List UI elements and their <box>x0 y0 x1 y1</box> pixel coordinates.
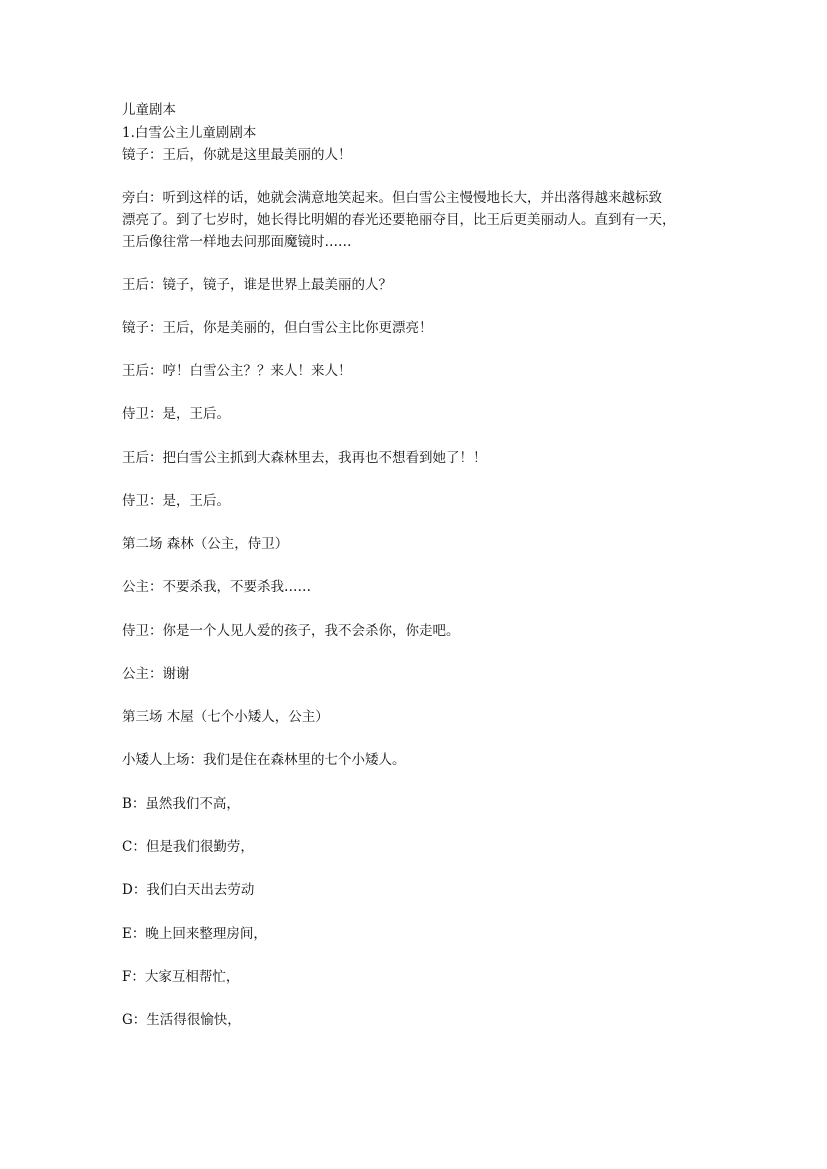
dialogue-line: C：但是我们很勤劳， <box>122 839 254 855</box>
dialogue-line: 公主：不要杀我，不要杀我…… <box>122 579 311 595</box>
dialogue-line: 镜子：王后，你是美丽的，但白雪公主比你更漂亮！ <box>122 320 433 336</box>
scene-heading: 第二场 森林（公主，侍卫） <box>122 536 289 552</box>
narration-line: 旁白：听到这样的话，她就会满意地笑起来。但白雪公主慢慢地长大，并出落得越来越标致 <box>122 190 662 206</box>
narration-line: 漂亮了。到了七岁时，她长得比明媚的春光还要艳丽夺目，比王后更美丽动人。直到有一天， <box>122 212 676 228</box>
dialogue-line: G：生活得很愉快， <box>122 1012 241 1028</box>
dialogue-line: B：虽然我们不高， <box>122 796 240 812</box>
document-subheading: 1.白雪公主儿童剧剧本 <box>122 125 257 141</box>
dialogue-line: E：晚上回来整理房间， <box>122 926 267 942</box>
dialogue-line: 小矮人上场：我们是住在森林里的七个小矮人。 <box>122 752 406 768</box>
document-heading: 儿童剧本 <box>122 102 176 118</box>
dialogue-line: 王后：镜子，镜子，谁是世界上最美丽的人？ <box>122 277 392 293</box>
dialogue-line: 侍卫：是，王后。 <box>122 493 230 509</box>
dialogue-line: 王后：把白雪公主抓到大森林里去，我再也不想看到她了！！ <box>122 450 487 466</box>
dialogue-line: 侍卫：你是一个人见人爱的孩子，我不会杀你，你走吧。 <box>122 623 460 639</box>
dialogue-line: F：大家互相帮忙， <box>122 969 240 985</box>
dialogue-line: 王后：哼！白雪公主？？来人！来人！ <box>122 363 352 379</box>
dialogue-line: 侍卫：是，王后。 <box>122 406 230 422</box>
dialogue-line: D：我们白天出去劳动 <box>122 882 255 898</box>
dialogue-line: 公主：谢谢 <box>122 666 190 682</box>
dialogue-line: 镜子：王后，你就是这里最美丽的人！ <box>122 147 352 163</box>
scene-heading: 第三场 木屋（七个小矮人，公主） <box>122 709 329 725</box>
narration-line: 王后像往常一样地去问那面魔镜时…… <box>122 234 352 250</box>
